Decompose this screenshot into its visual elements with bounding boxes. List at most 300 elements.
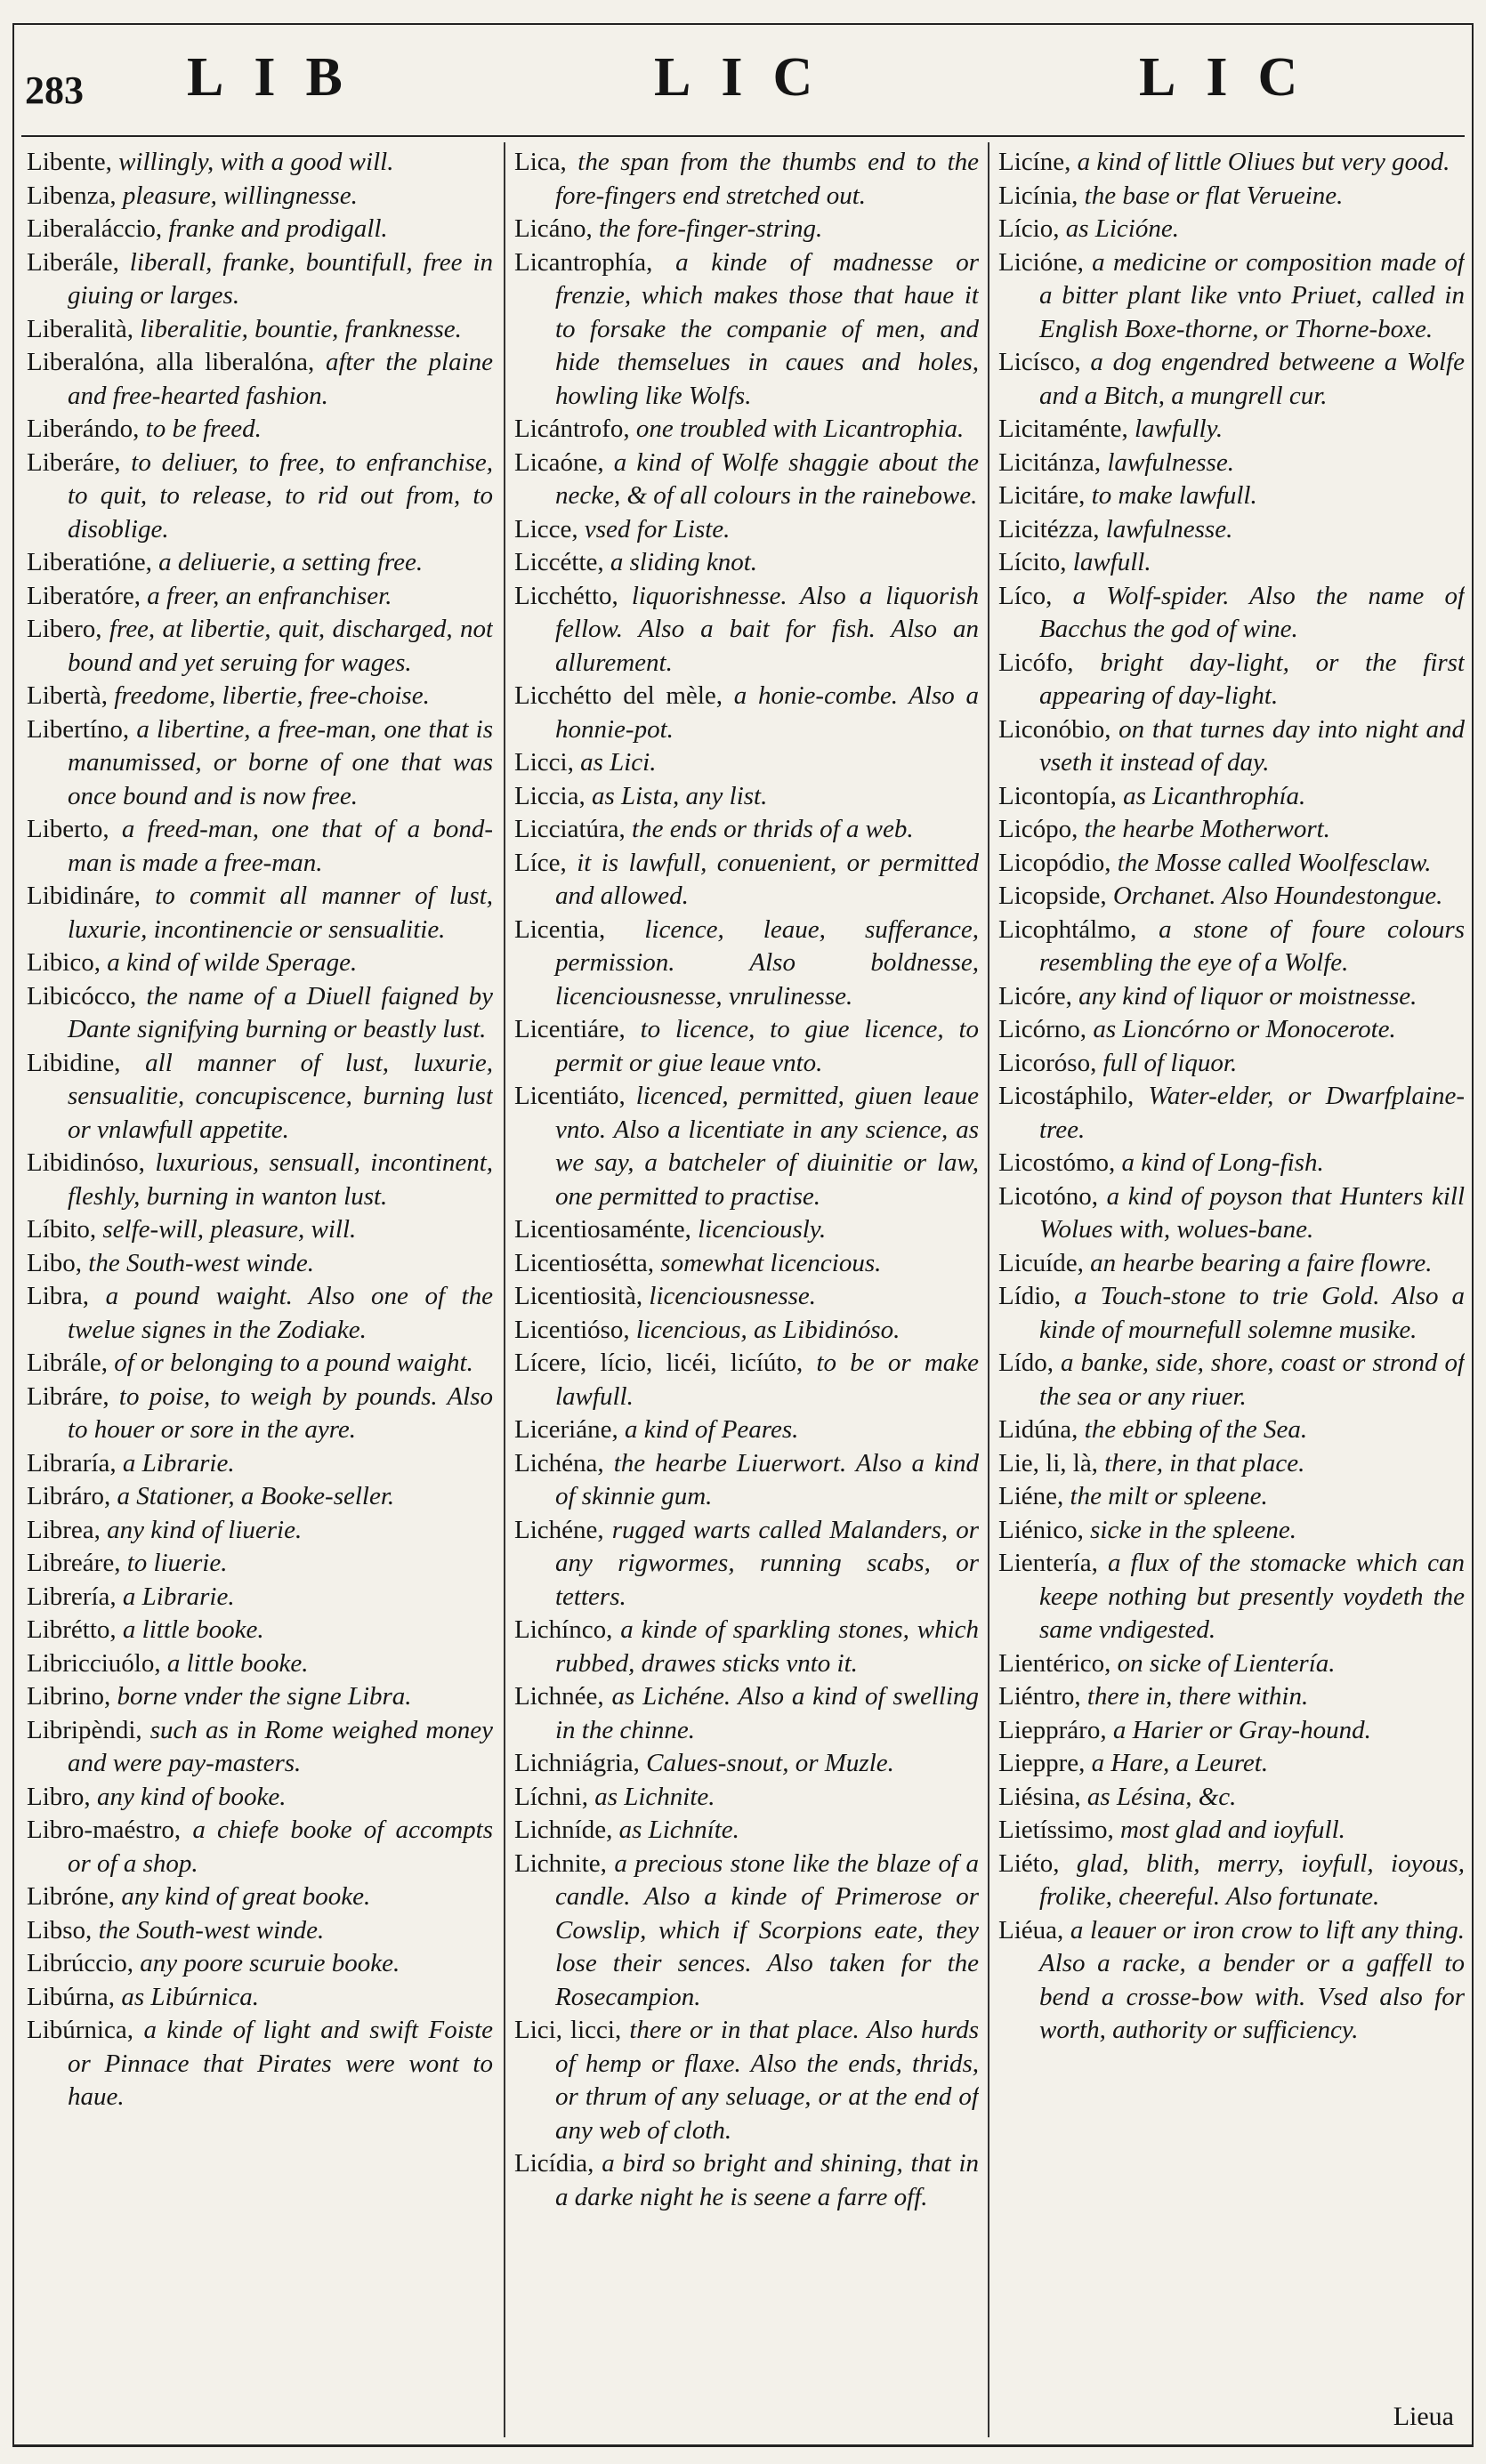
definition: the hearbe Motherwort. — [1084, 815, 1330, 843]
definition: lawfulnesse. — [1107, 447, 1234, 477]
dictionary-entry — [27, 813, 493, 880]
headword: Libicócco, — [27, 981, 137, 1011]
page-number: 283 — [25, 68, 84, 112]
definition: a kinde of madnesse or frenzie, which makes those that haue it to forsake the companie of men, and hide themselues in caues and holes, howling like Wolfs. — [555, 247, 979, 410]
dictionary-entry — [514, 2147, 979, 2214]
dictionary-entry — [514, 847, 979, 914]
headword: Licínia, — [998, 181, 1078, 210]
headword: Lieppre, — [998, 1749, 1086, 1777]
headword: Libidinóso, — [27, 1148, 145, 1177]
dictionary-entry — [998, 1480, 1465, 1514]
headword: Liberaláccio, — [27, 214, 163, 243]
headword: Lichínco, — [514, 1615, 613, 1644]
definition: a honie-combe. Also a honnie-pot. — [555, 681, 979, 744]
definition: licence, leaue, sufferance, permission. Also boldnesse, licenciousnesse, vnrulinesse. — [555, 914, 979, 1011]
definition: glad, blith, merry, ioyfull, ioyous, frolike, cheereful. Also fortunate. — [1039, 1848, 1465, 1911]
headword: Liéne, — [998, 1482, 1064, 1510]
dictionary-entry — [514, 146, 979, 213]
definition: the base or flat Verueine. — [1084, 181, 1344, 210]
dictionary-entry — [27, 146, 493, 180]
dictionary-entry — [27, 1347, 493, 1381]
headword: Librino, — [27, 1682, 111, 1711]
headword: Licotóno, — [998, 1181, 1098, 1211]
headword: Libráre, — [27, 1381, 109, 1411]
definition: it is lawfull, conuenient, or permitted and allowed. — [555, 848, 979, 910]
dictionary-entry — [514, 213, 979, 246]
dictionary-entry — [998, 1680, 1465, 1714]
headword: Licaóne, — [514, 447, 604, 477]
dictionary-entry — [998, 847, 1465, 881]
headword: Licostómo, — [998, 1148, 1116, 1177]
headword: Licópo, — [998, 815, 1078, 843]
definition: the South-west winde. — [98, 1915, 325, 1945]
column-divider-1 — [504, 142, 505, 2437]
definition: any kind of liuerie. — [107, 1515, 303, 1544]
definition: after the plaine and free-hearted fashion. — [68, 348, 493, 410]
headword: Licitaménte, — [998, 415, 1128, 443]
dictionary-entry — [998, 213, 1465, 246]
headword: Líbito, — [27, 1215, 97, 1244]
dictionary-entry — [27, 447, 493, 547]
dictionary-entry — [998, 1347, 1465, 1413]
dictionary-entry — [514, 2014, 979, 2147]
definition: franke and prodigall. — [168, 214, 388, 243]
dictionary-entry — [27, 346, 493, 413]
dictionary-entry — [998, 1447, 1465, 1481]
headword: Librále, — [27, 1349, 108, 1377]
definition: to be or make lawfull. — [555, 1349, 979, 1411]
dictionary-entry — [27, 546, 493, 580]
dictionary-entry — [514, 914, 979, 1014]
dictionary-entry — [998, 880, 1465, 914]
definition: pleasure, willingnesse. — [122, 181, 358, 210]
headword: Liberatióne, — [27, 548, 152, 576]
headword: Licantrophía, — [514, 247, 653, 277]
definition: a kinde of light and swift Foiste or Pinnace that Pirates were wont to haue. — [68, 2016, 493, 2111]
headword: Lientería, — [998, 1549, 1098, 1577]
headword: Liconóbio, — [998, 714, 1111, 744]
headword: Liénico, — [998, 1515, 1084, 1544]
definition: as Lista, any list. — [591, 781, 768, 810]
headword: Lício, — [998, 214, 1060, 243]
definition: as Lichéne. Also a kind of swelling in the chinne. — [555, 1682, 979, 1744]
dictionary-entry — [514, 1080, 979, 1213]
headword: Librea, — [27, 1515, 101, 1544]
dictionary-entry — [514, 1013, 979, 1080]
dictionary-entry — [998, 1848, 1465, 1914]
headword: Licentiosaménte, — [514, 1215, 691, 1244]
headword: Lichéne, — [514, 1515, 604, 1544]
left-border — [12, 23, 14, 2444]
headword: Libúrna, — [27, 1982, 116, 2011]
definition: as Lici. — [580, 748, 657, 777]
headword: Liéto, — [998, 1848, 1060, 1878]
headword: Liberándo, — [27, 415, 140, 443]
definition: a little booke. — [166, 1648, 309, 1678]
dictionary-entry — [998, 713, 1465, 780]
definition: to licence, to giue licence, to permit or giue leaue vnto. — [555, 1015, 979, 1077]
dictionary-entry — [514, 546, 979, 580]
headword: Liccia, — [514, 781, 586, 810]
headword: Libricciuólo, — [27, 1648, 161, 1678]
dictionary-entry — [998, 1080, 1465, 1147]
headword: Lichnite, — [514, 1848, 607, 1878]
definition: a Librarie. — [122, 1448, 235, 1478]
dictionary-entry — [998, 1013, 1465, 1047]
headword: Licísco, — [998, 348, 1081, 376]
definition: willingly, with a good will. — [118, 148, 394, 176]
headword: Lica, — [514, 148, 567, 176]
headword: Liberto, — [27, 815, 109, 843]
headword: Licáno, — [514, 214, 593, 243]
definition: a Wolf-spider. Also the name of Bacchus the god of wine. — [1039, 581, 1465, 643]
definition: as Licanthrophía. — [1123, 781, 1306, 810]
dictionary-entry — [514, 813, 979, 847]
dictionary-entry — [514, 1747, 979, 1781]
dictionary-entry — [514, 1314, 979, 1348]
definition: a precious stone like the blaze of a candle. Also a kinde of Primerose or Cowslip, which if Scorpions eate, they lose their sences. Also taken for the Rosecampion. — [555, 1848, 979, 2011]
headword: Licopside, — [998, 882, 1107, 910]
definition: sicke in the spleene. — [1090, 1515, 1296, 1544]
dictionary-entry — [514, 1213, 979, 1247]
definition: as Libúrnica. — [121, 1982, 259, 2011]
dictionary-entry — [514, 1781, 979, 1815]
headword: Libúrnica, — [27, 2016, 133, 2044]
headword: Licitézza, — [998, 514, 1100, 544]
definition: such as in Rome weighed money and were pay-masters. — [68, 1715, 493, 1777]
definition: rugged warts called Malanders, or any rigwormes, running scabs, or tetters. — [555, 1515, 979, 1611]
running-head-middle: LIC — [654, 47, 844, 108]
headword: Licce, — [514, 514, 578, 544]
headword: Licentiosità, — [514, 1282, 643, 1310]
headword: Libo, — [27, 1248, 83, 1277]
definition: full of liquor. — [1102, 1048, 1238, 1077]
definition: a kinde of sparkling stones, which rubbed, drawes sticks vnto it. — [555, 1615, 979, 1678]
definition: one troubled with Licantrophia. — [635, 415, 965, 443]
dictionary-entry — [514, 1814, 979, 1848]
definition: freedome, libertie, free-choise. — [114, 681, 430, 710]
dictionary-entry — [27, 1947, 493, 1981]
dictionary-entry — [998, 1180, 1465, 1247]
headword: Licopódio, — [998, 848, 1111, 877]
headword: Libripèndi, — [27, 1715, 142, 1744]
headword: Licíne, — [998, 148, 1071, 176]
headword: Libráro, — [27, 1482, 111, 1510]
dictionary-entry — [27, 680, 493, 713]
dictionary-entry — [27, 1514, 493, 1548]
definition: lawfull. — [1072, 548, 1151, 576]
headword: Licophtálmo, — [998, 914, 1137, 944]
dictionary-entry — [998, 1814, 1465, 1848]
definition: a dog engendred betweene a Wolfe and a Bitch, a mungrell cur. — [1039, 348, 1465, 410]
headword: Licitánza, — [998, 447, 1102, 477]
dictionary-entry — [998, 780, 1465, 814]
headword: Libico, — [27, 948, 101, 977]
running-head-right: LIC — [1139, 47, 1329, 108]
headword: Lichníde, — [514, 1816, 613, 1844]
definition: as Licióne. — [1065, 214, 1179, 243]
catchword: Lieua — [1393, 2402, 1454, 2431]
dictionary-entry — [998, 1747, 1465, 1781]
definition: most glad and ioyfull. — [1119, 1816, 1345, 1844]
definition: as Lioncórno or Monocerote. — [1093, 1015, 1396, 1043]
headword: Licentiosétta, — [514, 1248, 655, 1277]
headword: Licióne, — [998, 247, 1084, 277]
definition: liquorishnesse. Also a liquorish fellow. Also a bait for fish. Also an allurement. — [555, 581, 979, 677]
dictionary-entry — [514, 580, 979, 680]
definition: a medicine or composition made of a bitter plant like vnto Priuet, called in English Boxe-thorne, or Thorne-boxe. — [1039, 247, 1465, 343]
dictionary-entry — [998, 813, 1465, 847]
headword: Líchni, — [514, 1782, 588, 1811]
definition: the fore-finger-string. — [599, 214, 823, 243]
headword: Liberalità, — [27, 314, 133, 343]
dictionary-entry — [998, 1147, 1465, 1180]
headword: Licci, — [514, 748, 574, 777]
headword: Lícito, — [998, 548, 1067, 576]
definition: the name of a Diuell faigned by Dante signifying burning or beastly lust. — [68, 981, 493, 1043]
headword: Licchétto, — [514, 581, 618, 610]
headword: Libro, — [27, 1782, 91, 1811]
definition: there, in that place. — [1104, 1448, 1305, 1478]
dictionary-entry — [998, 1781, 1465, 1815]
definition: a kind of wilde Sperage. — [107, 948, 358, 977]
definition: any kind of booke. — [96, 1782, 287, 1811]
definition: to poise, to weigh by pounds. Also to houer or sore in the ayre. — [68, 1381, 493, 1444]
dictionary-entry — [998, 1514, 1465, 1548]
dictionary-entry — [514, 1514, 979, 1614]
dictionary-entry — [27, 1547, 493, 1581]
definition: licenciously. — [698, 1215, 827, 1244]
column-1 — [27, 146, 493, 2423]
definition: there or in that place. Also hurds of hemp or flaxe. Also the ends, thrids, or thrum of any seluage, or at the end of any web of cloth. — [555, 2016, 979, 2145]
headword: Librúccio, — [27, 1949, 133, 1977]
dictionary-entry — [514, 447, 979, 513]
headword: Libra, — [27, 1282, 90, 1310]
definition: a Stationer, a Booke-seller. — [117, 1482, 395, 1510]
headword: Liéntro, — [998, 1682, 1081, 1711]
dictionary-entry — [514, 1247, 979, 1281]
definition: Calues-snout, or Muzle. — [646, 1749, 894, 1777]
definition: to liuerie. — [126, 1549, 228, 1577]
dictionary-entry — [27, 1147, 493, 1213]
dictionary-entry — [514, 746, 979, 780]
definition: luxurious, sensuall, incontinent, fleshly, burning in wanton lust. — [68, 1148, 493, 1211]
definition: a little booke. — [122, 1615, 264, 1644]
headword: Liésina, — [998, 1782, 1081, 1811]
dictionary-entry — [27, 1381, 493, 1447]
dictionary-entry — [27, 1814, 493, 1880]
dictionary-entry — [998, 447, 1465, 480]
definition: borne vnder the signe Libra. — [117, 1682, 412, 1711]
dictionary-entry — [514, 1447, 979, 1514]
definition: a bird so bright and shining, that in a darke night he is seene a farre off. — [555, 2149, 979, 2211]
definition: the ebbing of the Sea. — [1084, 1415, 1308, 1444]
dictionary-entry — [998, 413, 1465, 447]
definition: the South-west winde. — [88, 1248, 315, 1277]
headword: Licentióso, — [514, 1315, 630, 1344]
right-border — [1472, 23, 1474, 2444]
headword: Licófo, — [998, 648, 1074, 677]
headword: Lícere, lício, licéi, licíúto, — [514, 1349, 804, 1377]
dictionary-entry — [514, 1347, 979, 1413]
dictionary-entry — [998, 346, 1465, 413]
definition: a stone of foure colours resembling the eye of a Wolfe. — [1039, 914, 1465, 977]
headword: Licentiáto, — [514, 1082, 626, 1110]
headword: Libróne, — [27, 1882, 116, 1911]
definition: to deliuer, to free, to enfranchise, to quit, to release, to rid out from, to disoblige. — [68, 447, 493, 544]
definition: selfe-will, pleasure, will. — [102, 1215, 357, 1244]
dictionary-entry — [27, 413, 493, 447]
column-2 — [514, 146, 979, 2423]
definition: lawfully. — [1135, 415, 1224, 443]
headword: Líco, — [998, 581, 1053, 610]
definition: the milt or spleene. — [1070, 1482, 1268, 1510]
headword: Licoróso, — [998, 1048, 1097, 1077]
definition: liberalitie, bountie, franknesse. — [140, 314, 462, 343]
dictionary-entry — [27, 1480, 493, 1514]
dictionary-entry — [27, 1714, 493, 1781]
headword: Libidine, — [27, 1048, 121, 1077]
dictionary-entry — [514, 413, 979, 447]
headword: Liceriáne, — [514, 1415, 618, 1444]
definition: to commit all manner of lust, luxurie, incontinencie or sensualitie. — [68, 882, 493, 944]
dictionary-entry — [998, 1280, 1465, 1347]
headword: Libreáre, — [27, 1549, 121, 1577]
dictionary-entry — [514, 1280, 979, 1314]
definition: a kind of little Oliues but very good. — [1077, 148, 1450, 176]
dictionary-entry — [27, 613, 493, 680]
definition: licencious, as Libidinóso. — [635, 1315, 900, 1344]
definition: as Lésina, &c. — [1086, 1782, 1237, 1811]
definition: a sliding knot. — [610, 548, 758, 576]
definition: liberall, franke, bountifull, free in giuing or larges. — [68, 247, 493, 310]
dictionary-entry — [27, 1981, 493, 2015]
column-divider-2 — [988, 142, 989, 2437]
dictionary-entry — [514, 780, 979, 814]
definition: as Lichníte. — [618, 1816, 739, 1844]
definition: a flux of the stomacke which can keepe nothing but presently voydeth the same vndigested. — [1039, 1549, 1465, 1644]
definition: on that turnes day into night and vseth it instead of day. — [1039, 714, 1465, 777]
headword: Lichnée, — [514, 1682, 604, 1711]
definition: the Mosse called Woolfesclaw. — [1117, 848, 1432, 877]
dictionary-entry — [27, 1447, 493, 1481]
dictionary-entry — [27, 246, 493, 313]
dictionary-entry — [998, 546, 1465, 580]
definition: bright day-light, or the first appearing of day-light. — [1039, 648, 1465, 710]
definition: to make lawfull. — [1091, 481, 1257, 510]
dictionary-entry — [998, 180, 1465, 213]
dictionary-entry — [27, 580, 493, 614]
headword: Líce, — [514, 848, 567, 877]
headword: Lído, — [998, 1349, 1054, 1377]
headword: Libente, — [27, 148, 112, 176]
definition: a Librarie. — [122, 1582, 235, 1611]
dictionary-entry — [27, 1781, 493, 1815]
headword: Lidúna, — [998, 1415, 1078, 1444]
headword: Licóre, — [998, 981, 1072, 1011]
dictionary-entry — [27, 1914, 493, 1948]
definition: a kind of Wolfe shaggie about the necke, & of all colours in the rainebowe. — [555, 447, 979, 510]
dictionary-entry — [27, 1581, 493, 1614]
headword: Lieppráro, — [998, 1715, 1107, 1744]
dictionary-entry — [514, 680, 979, 746]
headword: Licentiáre, — [514, 1015, 626, 1043]
dictionary-entry — [27, 880, 493, 946]
dictionary-entry — [514, 1680, 979, 1747]
dictionary-entry — [27, 1213, 493, 1247]
dictionary-entry — [514, 513, 979, 547]
headword: Lichniágria, — [514, 1749, 640, 1777]
headword: Lídio, — [998, 1282, 1062, 1310]
dictionary-entry — [27, 213, 493, 246]
dictionary-entry — [998, 146, 1465, 180]
headword: Libenza, — [27, 181, 117, 210]
definition: a kind of Peares. — [624, 1415, 799, 1444]
dictionary-entry — [998, 1647, 1465, 1681]
headword: Libero, — [27, 615, 102, 643]
dictionary-entry — [998, 647, 1465, 713]
definition: a libertine, a free-man, one that is manumissed, or borne of one that was once bound and is now free. — [68, 714, 493, 810]
headword: Libertà, — [27, 681, 108, 710]
definition: the hearbe Liuerwort. Also a kind of skinnie gum. — [555, 1448, 979, 1510]
definition: a chiefe booke of accompts or of a shop. — [68, 1816, 493, 1878]
headword: Lientérico, — [998, 1648, 1111, 1678]
dictionary-entry — [27, 1247, 493, 1281]
headword: Liccétte, — [514, 548, 604, 576]
headword: Librería, — [27, 1582, 117, 1611]
definition: a kind of Long-fish. — [1121, 1148, 1324, 1177]
headword: Lici, licci, — [514, 2016, 622, 2044]
dictionary-entry — [27, 313, 493, 347]
headword: Libraría, — [27, 1448, 117, 1478]
definition: any poore scuruie booke. — [140, 1949, 400, 1977]
headword: Licontopía, — [998, 781, 1117, 810]
definition: on sicke of Lientería. — [1117, 1648, 1336, 1678]
top-border — [12, 23, 1474, 25]
headword: Liberalóna, alla liberalóna, — [27, 348, 315, 376]
dictionary-entry — [27, 1647, 493, 1681]
definition: somewhat licencious. — [660, 1248, 882, 1277]
definition: any kind of great booke. — [121, 1882, 371, 1911]
dictionary-entry — [998, 914, 1465, 980]
dictionary-entry — [27, 1680, 493, 1714]
definition: any kind of liquor or moistnesse. — [1078, 981, 1417, 1011]
headword: Lichéna, — [514, 1448, 604, 1478]
definition: a banke, side, shore, coast or strond of the sea or any riuer. — [1039, 1349, 1465, 1411]
headword: Libso, — [27, 1915, 93, 1945]
headword: Librétto, — [27, 1615, 117, 1644]
headword: Liberatóre, — [27, 581, 141, 610]
headword: Libro-maéstro, — [27, 1816, 182, 1844]
headword: Liberáre, — [27, 447, 121, 477]
headword: Licchétto del mèle, — [514, 681, 723, 710]
definition: there in, there within. — [1086, 1682, 1309, 1711]
headword: Liberále, — [27, 247, 119, 277]
definition: free, at libertie, quit, discharged, not bound and yet seruing for wages. — [68, 615, 493, 677]
definition: Water-elder, or Dwarfplaine-tree. — [1039, 1082, 1465, 1144]
definition: a deliuerie, a setting free. — [158, 548, 424, 576]
dictionary-entry — [27, 1614, 493, 1647]
dictionary-entry — [27, 180, 493, 213]
dictionary-entry — [998, 479, 1465, 513]
dictionary-entry — [27, 1280, 493, 1347]
definition: to be freed. — [145, 415, 262, 443]
dictionary-entry — [514, 1848, 979, 2015]
bottom-border — [12, 2444, 1474, 2447]
definition: of or belonging to a pound waight. — [114, 1349, 473, 1377]
definition: Orchanet. Also Houndestongue. — [1112, 882, 1443, 910]
definition: a leauer or iron crow to lift any thing. Also a racke, a bender or a gaffell to bend a crosse-bow with. Vsed also for worth, authority or sufficiency. — [1039, 1915, 1465, 2044]
